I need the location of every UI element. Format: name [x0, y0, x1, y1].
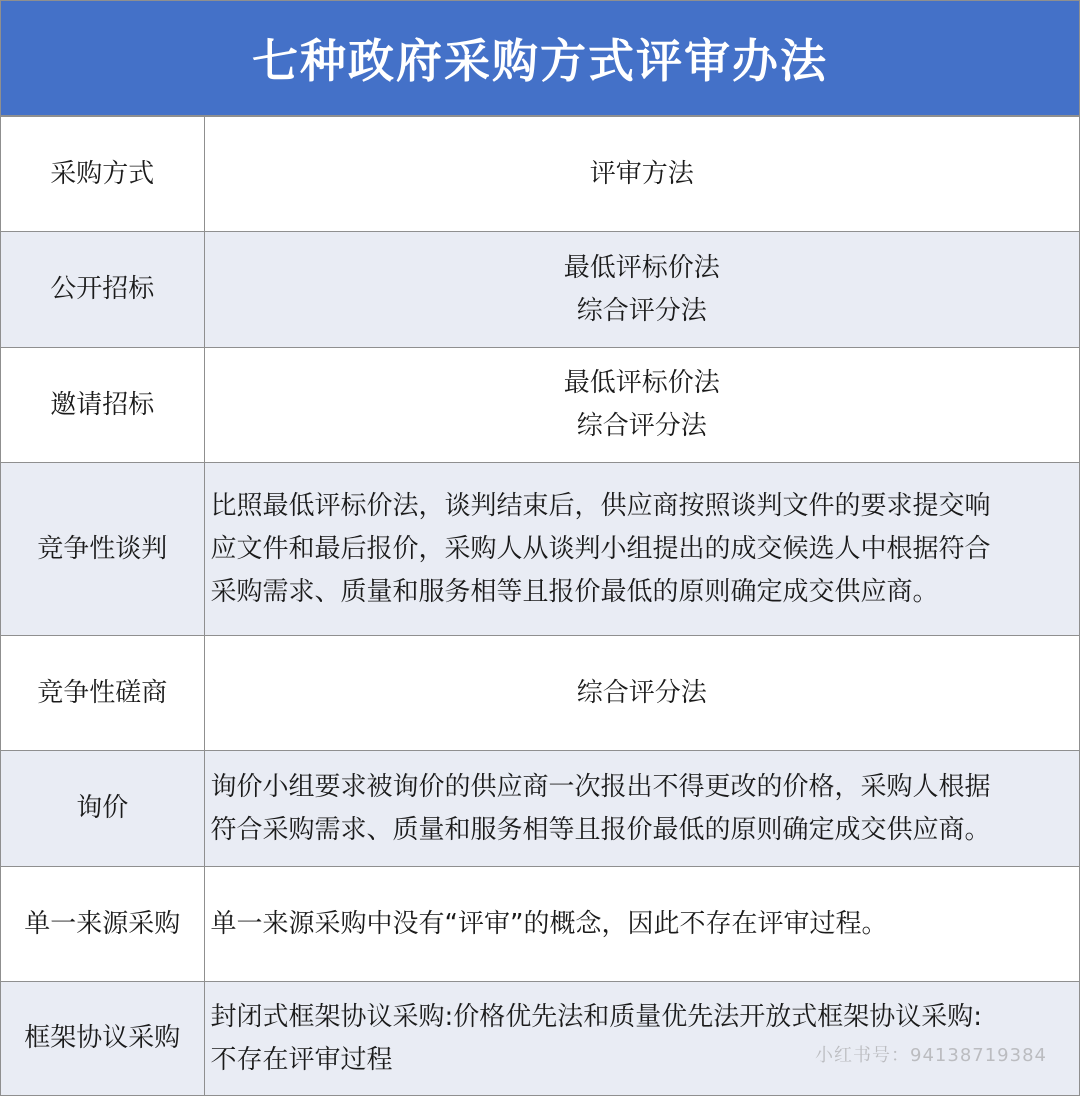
row-evaluation — [204, 751, 1079, 867]
table-row — [1, 348, 1079, 463]
row-evaluation — [204, 636, 1079, 751]
row-method: 框架协议采购 — [1, 982, 204, 1096]
evaluation-line: 应文件和最后报价，采购人从谈判小组提出的成交候选人中根据符合 — [210, 533, 991, 564]
evaluation-line: 封闭式框架协议采购:价格优先法和质量优先法开放式框架协议采购: — [210, 1001, 983, 1032]
evaluation-line: 综合评分法 — [576, 677, 707, 708]
table-row — [1, 636, 1079, 751]
row-evaluation — [204, 232, 1079, 348]
evaluation-line: 询价小组要求被询价的供应商一次报出不得更改的价格，采购人根据 — [210, 771, 991, 802]
row-method: 邀请招标 — [1, 348, 204, 463]
table-row — [1, 463, 1079, 636]
header-procurement-method: 采购方式 — [1, 117, 204, 232]
row-evaluation — [204, 867, 1079, 982]
row-evaluation — [204, 982, 1079, 1096]
evaluation-line: 不存在评审过程 — [210, 1044, 393, 1075]
table-row — [1, 982, 1079, 1096]
table-row — [1, 867, 1079, 982]
evaluation-line: 采购需求、质量和服务相等且报价最低的原则确定成交供应商。 — [210, 576, 939, 607]
table-header-row — [1, 117, 1079, 232]
row-method: 竞争性磋商 — [1, 636, 204, 751]
row-method: 公开招标 — [1, 232, 204, 348]
table-row — [1, 232, 1079, 348]
watermark: 小红书号：94138719384 — [815, 1045, 1047, 1066]
evaluation-line: 比照最低评标价法，谈判结束后，供应商按照谈判文件的要求提交响 — [210, 490, 991, 521]
header-evaluation-method: 评审方法 — [204, 117, 1079, 232]
evaluation-line: 最低评标价法 — [563, 368, 720, 398]
evaluation-line: 单一来源采购中没有“评审”的概念，因此不存在评审过程。 — [210, 908, 888, 939]
evaluation-line: 综合评分法 — [576, 411, 707, 441]
row-method: 单一来源采购 — [1, 867, 204, 982]
row-evaluation — [204, 463, 1079, 636]
title-banner — [1, 1, 1079, 116]
evaluation-methods-table — [1, 116, 1079, 1096]
row-evaluation — [204, 348, 1079, 463]
row-method: 竞争性谈判 — [1, 463, 204, 636]
evaluation-line: 综合评分法 — [576, 295, 707, 326]
table-row — [1, 751, 1079, 867]
evaluation-line: 符合采购需求、质量和服务相等且报价最低的原则确定成交供应商。 — [210, 814, 991, 845]
evaluation-line: 最低评标价法 — [563, 252, 720, 283]
row-method: 询价 — [1, 751, 204, 867]
page-title: 七种政府采购方式评审办法 — [252, 34, 828, 88]
